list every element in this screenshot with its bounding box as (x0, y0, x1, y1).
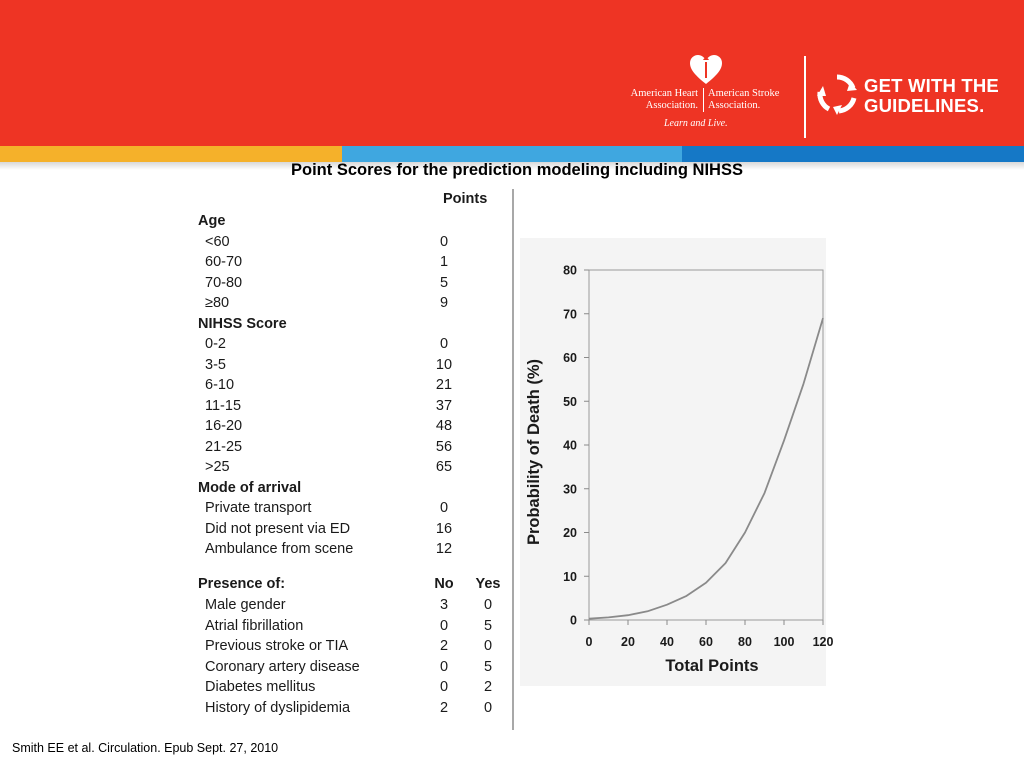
row-no-points: 2 (439, 700, 449, 716)
row-points: 9 (439, 295, 449, 311)
row-label: Previous stroke or TIA (205, 638, 349, 654)
row-label: 3-5 (205, 357, 226, 373)
row-label: Male gender (205, 597, 286, 613)
x-tick-label: 0 (585, 635, 593, 649)
asa-name-line2: Association. (708, 100, 761, 111)
y-tick-label: 40 (563, 438, 577, 453)
row-no-points: 3 (439, 597, 449, 613)
yes-column-header: Yes (475, 576, 501, 592)
row-label: 11-15 (205, 398, 242, 414)
y-tick-label: 70 (563, 307, 577, 322)
x-tick-label: 120 (812, 635, 834, 649)
row-label: 0-2 (205, 336, 226, 352)
row-label: 60-70 (205, 254, 243, 270)
row-label: Private transport (205, 500, 312, 516)
row-yes-points: 0 (483, 597, 493, 613)
section-title: Age (198, 213, 226, 229)
row-no-points: 2 (439, 638, 449, 654)
aha-name-line1: American Heart (630, 88, 698, 99)
y-tick-label: 30 (563, 482, 577, 497)
y-tick-label: 60 (563, 351, 577, 365)
row-label: ≥80 (205, 295, 230, 311)
x-axis-label: Total Points (665, 657, 759, 675)
points-column-header: Points (443, 191, 488, 207)
row-label: 6-10 (205, 377, 235, 393)
row-points: 21 (435, 377, 453, 393)
row-points: 37 (435, 398, 453, 414)
x-tick-label: 20 (621, 635, 635, 649)
row-points: 56 (435, 439, 453, 455)
aha-tagline: Learn and Live. (664, 118, 728, 129)
row-no-points: 0 (439, 618, 449, 634)
y-tick-label: 20 (563, 526, 577, 540)
section-title: Presence of: (198, 576, 286, 592)
section-title: NIHSS Score (198, 316, 287, 332)
row-no-points: 0 (439, 679, 449, 695)
y-axis-label: Probability of Death (%) (525, 358, 543, 546)
slide-title: Point Scores for the prediction modeling including NIHSS (291, 161, 743, 179)
row-yes-points: 2 (483, 679, 493, 695)
row-label: 21-25 (205, 439, 243, 455)
row-yes-points: 0 (483, 700, 493, 716)
aha-name-line2: Association. (645, 100, 698, 111)
row-yes-points: 0 (483, 638, 493, 654)
row-label: Did not present via ED (205, 521, 351, 537)
y-tick-label: 0 (570, 613, 577, 628)
row-yes-points: 5 (483, 618, 493, 634)
row-points: 65 (435, 459, 453, 475)
y-tick-label: 50 (563, 394, 577, 409)
asa-name-line1: American Stroke (708, 88, 780, 99)
row-points: 0 (439, 336, 449, 352)
plot-frame (589, 270, 823, 620)
row-label: History of dyslipidemia (205, 700, 351, 716)
x-tick-label: 100 (773, 635, 795, 649)
y-tick-label: 10 (563, 569, 577, 584)
row-label: >25 (205, 459, 230, 475)
gwtg-line1: GET WITH THE (864, 75, 999, 96)
row-points: 10 (435, 357, 453, 373)
row-points: 5 (439, 275, 449, 291)
row-points: 12 (435, 541, 453, 557)
row-yes-points: 5 (483, 659, 493, 675)
y-tick-label: 80 (563, 263, 577, 278)
no-column-header: No (434, 576, 454, 592)
row-no-points: 0 (439, 659, 449, 675)
row-label: Coronary artery disease (205, 659, 360, 675)
row-points: 0 (439, 234, 449, 250)
section-title: Mode of arrival (198, 480, 302, 496)
row-label: 16-20 (205, 418, 243, 434)
series-line-probability-of-death (589, 318, 823, 619)
row-label: 70-80 (205, 275, 243, 291)
row-points: 0 (439, 500, 449, 516)
citation: Smith EE et al. Circulation. Epub Sept. 27, 2010 (12, 741, 279, 755)
x-tick-label: 60 (699, 635, 713, 649)
row-points: 16 (435, 521, 453, 537)
x-tick-label: 80 (738, 635, 752, 649)
x-tick-label: 40 (660, 635, 674, 649)
row-label: Diabetes mellitus (205, 679, 316, 695)
gwtg-line2: GUIDELINES. (864, 95, 985, 116)
row-label: Ambulance from scene (205, 541, 354, 557)
row-points: 48 (435, 418, 453, 434)
row-points: 1 (439, 254, 449, 270)
row-label: Atrial fibrillation (205, 618, 304, 634)
row-label: <60 (205, 234, 230, 250)
